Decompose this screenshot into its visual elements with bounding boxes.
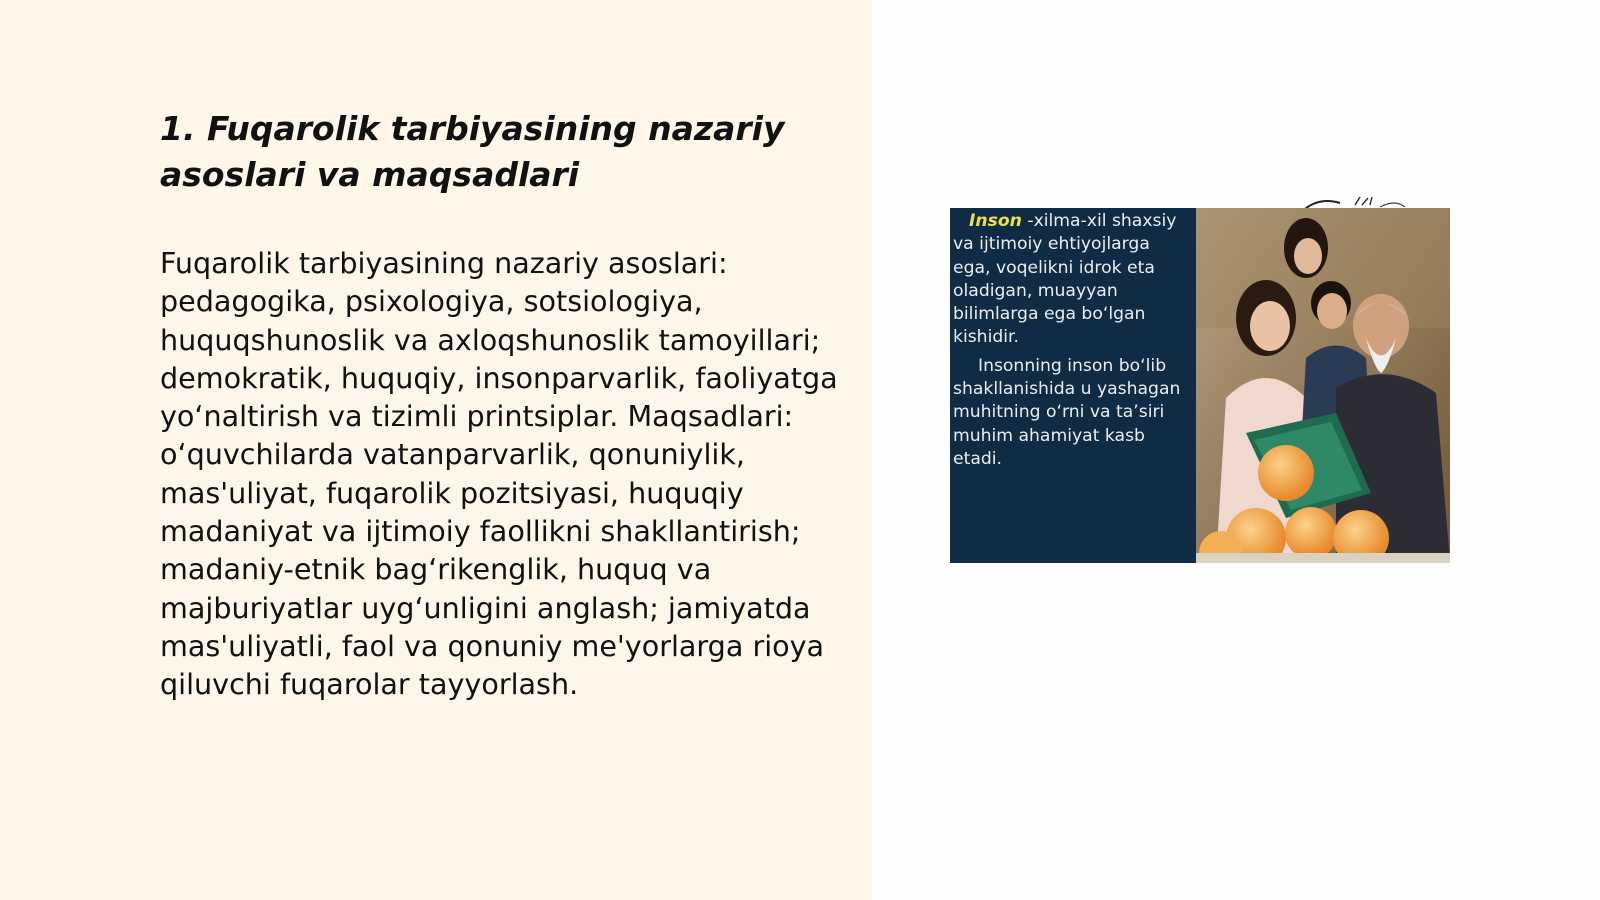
image-caption-text <box>953 210 1191 471</box>
illustration-image <box>950 208 1450 563</box>
image-keyword: Inson <box>969 211 1022 231</box>
image-paragraph-2: Insonning inson bo‘lib shakllanishida u yashagan muhitning o‘rni va ta’siri muhim ahamiyat kasb etadi. <box>953 355 1181 469</box>
slide-body-text: Fuqarolik tarbiyasining nazariy asoslari: pedagogika, psixologiya, sotsiologiya, huquqshunoslik va axloqshunoslik tamoyillari; demokratik, huquqiy, insonparvarlik, faoliyatga yo‘naltirish va tizimli printsiplar. Maqsadlari: o‘quvchilarda vatanparvarlik, qonuniylik, mas'uliyat, fuqarolik pozitsiyasi, huquqiy madaniyat va ijtimoiy faollikni shakllantirish; madaniy-etnik bag‘rikenglik, huquq va majburiyatlar uyg‘unligini anglash; jamiyatda mas'uliyatli, faol va qonuniy me'yorlarga rioya qiluvchi fuqarolar tayyorlash. <box>160 246 838 702</box>
image-paragraph-1: -xilma-xil shaxsiy va ijtimoiy ehtiyojlarga ega, voqelikni idrok eta oladigan, muayyan bilimlarga ega bo‘lgan kishidir. <box>953 211 1177 348</box>
family-reading-photo <box>1196 208 1450 563</box>
slide-title: 1. Fuqarolik tarbiyasining nazariy asoslari va maqsadlari <box>160 109 785 194</box>
